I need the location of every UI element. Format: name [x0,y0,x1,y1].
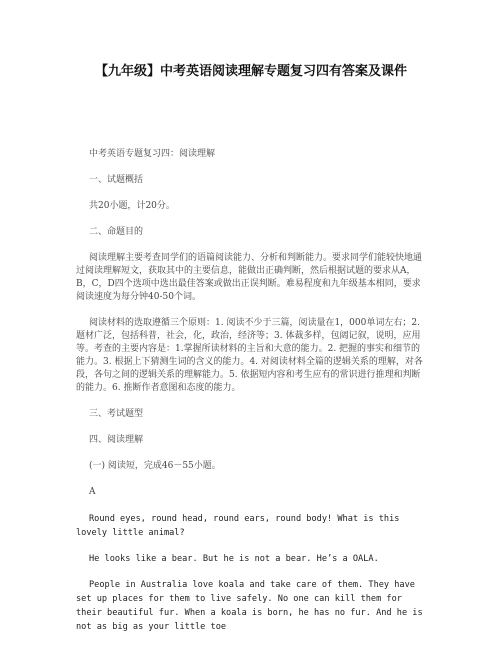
passage-paragraph: People in Australia love koala and take care of them. They have set up places for them to live safely. No one can kill them for their beautiful fur. When a koala is born, he has no fur. And he is not as big as your little toe [76,580,423,632]
subtitle-text: 中考英语专题复习四：阅读理解 [89,149,216,159]
passage-paragraph: He looks like a bear. But he is not a bear. He’s a OALA. [89,554,379,564]
body-text: 阅读理解主要考查同学们的语篇阅读能力、分析和判断能力。要求同学们能较快地通过阅读理解短文，获取其中的主要信息，能做出正确判断，然后根据试题的要求从A，B，C，D四个选项中选出最佳答案或做出正误判断。难易程度和九年级基本相同，要求阅读速度为每分钟40-50个词。 [76,253,423,302]
body-text: 共20小题，计20分。 [89,201,175,211]
document-body [76,148,426,646]
instruction-text: (一) 阅读短，完成46－55小题。 [89,461,221,471]
section-heading: 三、考试题型 [89,409,144,419]
document-title: 【九年级】中考英语阅读理解专题复习四有答案及课件 [94,64,407,79]
section-heading: 四、阅读理解 [89,435,144,445]
passage-paragraph: Round eyes, round head, round ears, round body! What is this lovely little animal? [76,514,400,538]
section-heading: 一、试题概括 [89,175,144,185]
section-heading: 二、命题目的 [89,227,144,237]
passage-label: A [89,487,96,497]
body-text: 阅读材料的选取遵循三个原则：1. 阅读不少于三篇，阅读量在1，000单词左右；2. 题材广泛，包括科普，社会，化，政治，经济等；3. 体裁多样，包阔记叙，说明，应用等。考查的主要内容是：1.掌握所读材料的主旨和大意的能力。2. 把握的事实和细节的能力。3. 根据上下猜测生词的含义的能力。4. 对阅读材料全篇的逻辑关系的理解，对各段，各句之间的逻辑关系的理解能力。5. 依据短内容和考生应有的常识进行推理和判断的能力。6. 推断作者意图和态度的能力。 [76,318,423,393]
